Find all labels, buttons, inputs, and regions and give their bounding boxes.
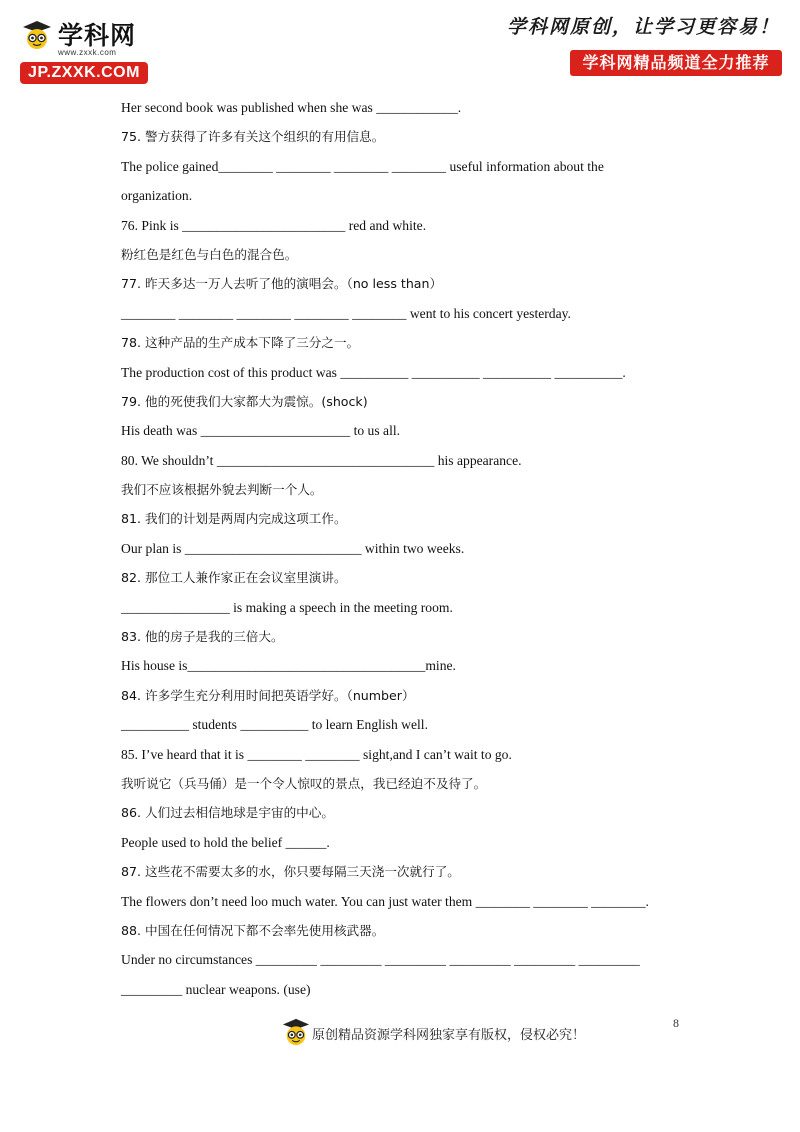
exercise-line: 76. Pink is ________________________ red and white. bbox=[121, 217, 427, 233]
exercise-line: __________ students __________ to learn English well. bbox=[121, 717, 428, 733]
exercise-line: 88. 中国在任何情况下都不会率先使用核武器。 bbox=[121, 922, 385, 938]
exercise-line: 80. We shouldn’t ________________________________ his appearance. bbox=[121, 452, 522, 468]
exercise-line: 84. 许多学生充分利用时间把英语学好。（number） bbox=[121, 687, 415, 703]
exercise-line: 79. 他的死使我们大家都大为震惊。(shock) bbox=[121, 393, 368, 409]
zxxk-logo bbox=[18, 10, 150, 80]
exercise-line: organization. bbox=[121, 188, 193, 204]
exercise-line: Her second book was published when she was ____________. bbox=[121, 100, 462, 115]
exercise-line: 82. 那位工人兼作家正在会议室里演讲。 bbox=[121, 570, 347, 586]
exercise-line: ________________ is making a speech in the meeting room. bbox=[121, 599, 453, 615]
exercise-line: 我听说它（兵马俑）是一个令人惊叹的景点，我已经迫不及待了。 bbox=[121, 775, 487, 791]
exercise-line: Under no circumstances _________ _________ _________ _________ _________ _________ bbox=[121, 952, 640, 968]
exercise-line: 我们不应该根据外貌去判断一个人。 bbox=[121, 482, 323, 498]
exercise-line: ________ ________ ________ ________ ________ went to his concert yesterday. bbox=[121, 305, 571, 321]
page-number: 8 bbox=[673, 1016, 679, 1030]
owl-mascot-icon bbox=[282, 1018, 310, 1046]
exercise-line: _________ nuclear weapons. (use) bbox=[121, 981, 311, 997]
exercise-line: 83. 他的房子是我的三倍大。 bbox=[121, 629, 284, 645]
exercise-line: His death was ______________________ to us all. bbox=[121, 423, 401, 439]
exercise-line: The police gained________ ________ ________ ________ useful information about the bbox=[121, 158, 604, 174]
exercise-line: 81. 我们的计划是两周内完成这项工作。 bbox=[121, 511, 347, 527]
exercise-line: 粉红色是红色与白色的混合色。 bbox=[121, 246, 298, 262]
page-header bbox=[0, 0, 800, 90]
exercise-line: 87. 这些花不需要太多的水，你只要每隔三天浇一次就行了。 bbox=[121, 864, 460, 880]
page-footer bbox=[0, 1014, 800, 1054]
logo-name: 学科网 bbox=[58, 21, 137, 50]
logo-badge: JP.ZXXK.COM bbox=[20, 62, 148, 84]
exercise-content bbox=[121, 98, 721, 1009]
exercise-line: The flowers don’t need loo much water. You can just water them ________ ________ ________. bbox=[121, 893, 649, 909]
exercise-line: 86. 人们过去相信地球是宇宙的中心。 bbox=[121, 805, 334, 821]
exercise-line: Our plan is __________________________ within two weeks. bbox=[121, 540, 465, 556]
copyright-notice: 原创精品资源学科网独家享有版权，侵权必究！ bbox=[312, 1028, 586, 1043]
exercise-line: 77. 昨天多达一万人去听了他的演唱会。（no less than） bbox=[121, 276, 443, 292]
header-slogan: 学科网原创，让学习更容易！ bbox=[506, 16, 780, 38]
exercise-line: People used to hold the belief ______. bbox=[121, 834, 330, 850]
owl-mascot-icon bbox=[22, 20, 52, 50]
promo-banner: 学科网精品频道全力推荐 bbox=[570, 50, 782, 76]
exercise-line: The production cost of this product was __________ __________ __________ __________. bbox=[121, 364, 626, 380]
exercise-line: 85. I’ve heard that it is ________ ________ sight,and I can’t wait to go. bbox=[121, 746, 512, 762]
exercise-line: His house is___________________________________mine. bbox=[121, 658, 456, 674]
exercise-line: 75. 警方获得了许多有关这个组织的有用信息。 bbox=[121, 129, 385, 145]
logo-url: www.zxxk.com bbox=[58, 48, 117, 57]
exercise-line: 78. 这种产品的生产成本下降了三分之一。 bbox=[121, 335, 360, 351]
